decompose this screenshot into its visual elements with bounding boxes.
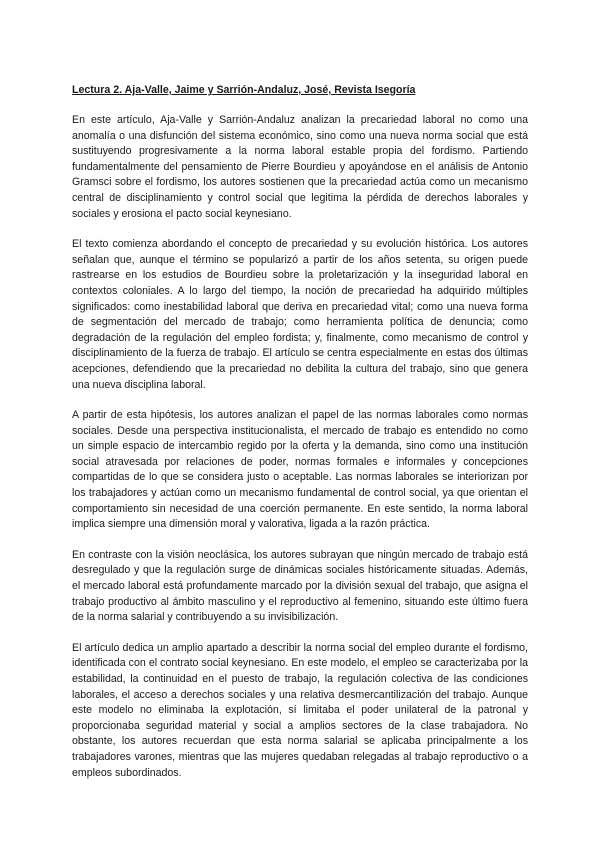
paragraph-1: En este artículo, Aja-Valle y Sarrión-Andaluz analizan la precariedad laboral no como una anomalía o una disfunción del sistema económico, sino como una nueva norma social que está sustituyendo progresivamente a la norma laboral estable propia del fordismo. Partiendo fundamentalmente del pensamiento de Pierre Bourdieu y apoyándose en el análisis de Antonio Gramsci sobre el fordismo, los autores sostienen que la precariedad actúa como un mecanismo central de disciplinamiento y control social que legitima la pérdida de derechos laborales y sociales y erosiona el pacto social keynesiano. [72,114,528,220]
document-page [72,84,528,796]
document-title: Lectura 2. Aja-Valle, Jaime y Sarrión-Andaluz, José, Revista Isegoría [72,84,416,96]
paragraph-5: El artículo dedica un amplio apartado a describir la norma social del empleo durante el fordismo, identificada con el contrato social keynesiano. En este modelo, el empleo se caracterizaba por la estabilidad, la continuidad en el puesto de trabajo, la regulación colectiva de las condiciones laborales, el acceso a derechos sociales y una relativa desmercantilización del trabajo. Aunque este modelo no eliminaba la explotación, sí limitaba el poder unilateral de la patronal y proporcionaba seguridad material y social a amplios sectores de la clase trabajadora. No obstante, los autores recuerdan que esta norma salarial se aplicaba principalmente a los trabajadores varones, mientras que las mujeres quedaban relegadas al trabajo reproductivo o a empleos subordinados. [72,641,528,779]
paragraph-4: En contraste con la visión neoclásica, los autores subrayan que ningún mercado de trabajo está desregulado y que la regulación surge de dinámicas sociales históricamente situadas. Además, el mercado laboral está profundamente marcado por la división sexual del trabajo, que asigna el trabajo productivo al ámbito masculino y el reproductivo al femenino, situando este último fuera de la norma salarial y contribuyendo a su invisibilización. [72,548,528,624]
paragraph-3: A partir de esta hipótesis, los autores analizan el papel de las normas laborales como normas sociales. Desde una perspectiva institucionalista, el mercado de trabajo es entendido no como un simple espacio de intercambio regido por la oferta y la demanda, sino como una institución social atravesada por relaciones de poder, normas formales e informales y concepciones compartidas de lo que se considera justo o aceptable. Las normas laborales se interiorizan por los trabajadores y actúan como un mecanismo fundamental de control social, ya que orientan el comportamiento sin necesidad de una coerción permanente. En este sentido, la norma laboral implica siempre una dimensión moral y valorativa, ligada a la razón práctica. [72,409,528,531]
paragraph-2: El texto comienza abordando el concepto de precariedad y su evolución histórica. Los autores señalan que, aunque el término se popularizó a partir de los años setenta, su origen puede rastrearse en los estudios de Bourdieu sobre la proletarización y la inseguridad laboral en contextos coloniales. A lo largo del tiempo, la noción de precariedad ha adquirido múltiples significados: como inestabilidad laboral que deriva en precariedad vital; como una nueva forma de segmentación del mercado de trabajo; como herramienta política de denuncia; como degradación de la regulación del empleo fordista; y, finalmente, como mecanismo de control y disciplinamiento de la fuerza de trabajo. El artículo se centra especialmente en estas dos últimas acepciones, defendiendo que la precariedad no debilita la cultura del trabajo, sino que genera una nueva disciplina laboral. [72,238,528,391]
